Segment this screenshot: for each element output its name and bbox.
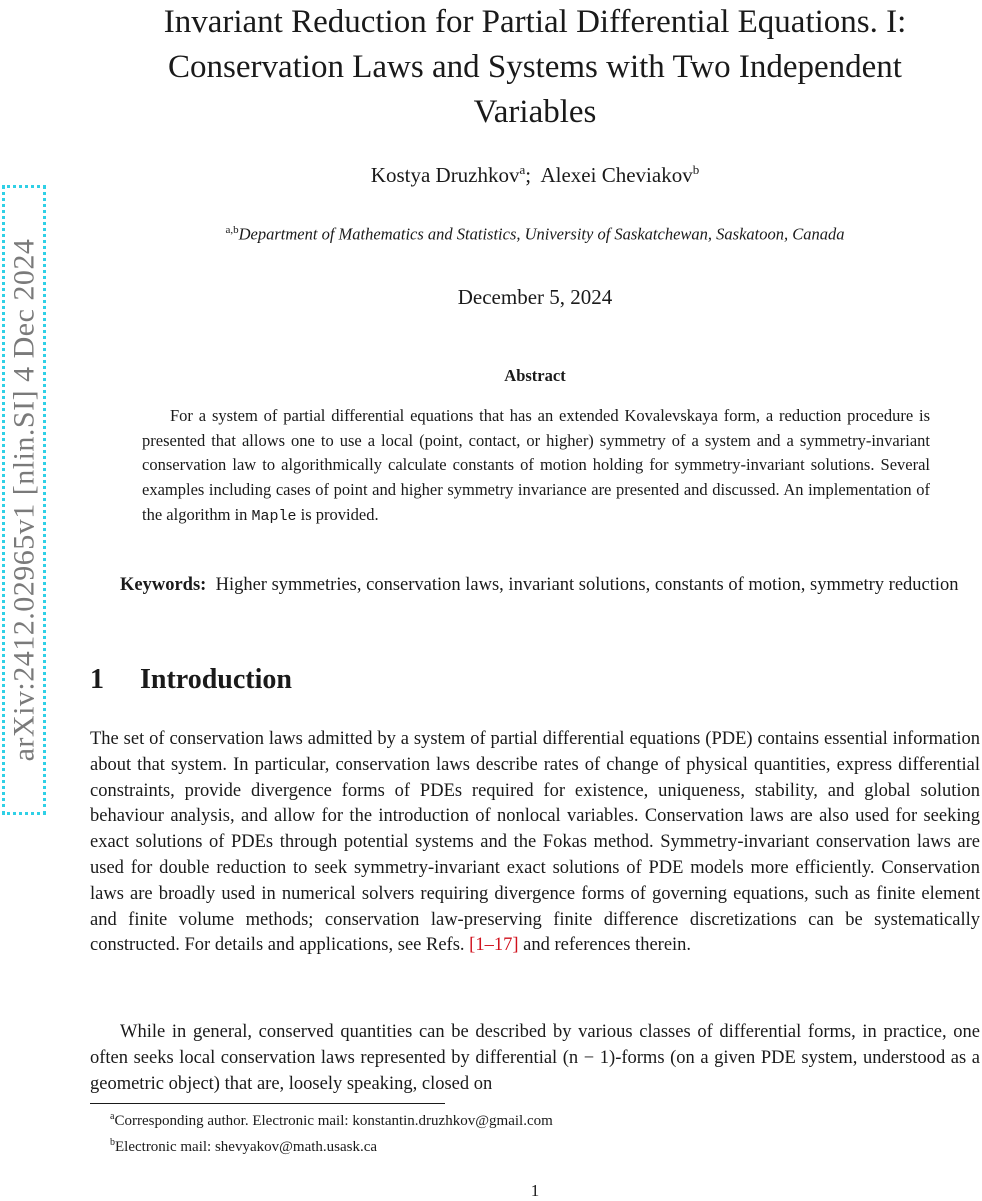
abstract-text-part: For a system of partial differential equations that has an extended Kovalevskaya form, a reduction procedure is presented that allows one to use a local (point, contact, or higher) symmetry of a system and a symmetry-invariant conservation law to algorithmically calculate constants of motion holding for symmetry-invariant solutions. Several examples including cases of point and higher symmetry invariance are presented and discussed. An implementation of the algorithm in xyxy=(142,406,930,524)
paragraph-text: The set of conservation laws admitted by a system of partial differential equations (PDE) contains essential information about that system. In particular, conservation laws describe rates of change of physical quantities, express differential constraints, provide divergence forms of PDEs required for existence, uniqueness, stability, and global solution behaviour analysis, and allow for the introduction of nonlocal variables. Conservation laws are also used for seeking exact solutions of PDEs through potential systems and the Fokas method. Symmetry-invariant conservation laws are used for double reduction to seek symmetry-invariant exact solutions of PDE models more efficiently. Conservation laws are broadly used in numerical solvers requiring divergence forms of governing equations, such as finite element and finite volume methods; conservation law-preserving finite difference discretizations can be systematically constructed. For details and applications, see Refs. xyxy=(90,729,980,956)
affiliation-text: Department of Mathematics and Statistics, University of Saskatchewan, Saskatoon, Canada xyxy=(238,224,845,244)
abstract-text xyxy=(142,404,930,530)
keywords-text: Higher symmetries, conservation laws, invariant solutions, constants of motion, symmetry reduction xyxy=(215,575,959,595)
author-name: Kostya Druzhkov xyxy=(370,163,520,187)
code-term: Maple xyxy=(251,507,297,525)
section-heading xyxy=(90,664,980,696)
abstract-text-part: is provided. xyxy=(296,504,379,524)
footnote-text: Electronic mail: shevyakov@math.usask.ca xyxy=(115,1139,378,1155)
keywords xyxy=(90,573,980,599)
arxiv-watermark xyxy=(2,185,46,815)
section-title: Introduction xyxy=(140,664,292,695)
citation-bracket: ] xyxy=(512,935,519,956)
paragraph-text: While in general, conserved quantities can be described by various classes of differential forms, in practice, one often seeks local conservation laws represented by differential (n − 1)-forms (on a given PDE system, understood as a geometric object) that are, loosely speaking, closed on xyxy=(90,1022,980,1094)
footnote-mark: b xyxy=(110,1137,115,1148)
citation-bracket: [ xyxy=(469,935,476,956)
arxiv-id: arXiv:2412.02965v1 [nlin.SI] 4 Dec 2024 xyxy=(7,238,41,762)
title-line: Invariant Reduction for Partial Differential Equations. I: xyxy=(163,4,907,40)
paragraph-text: and references therein. xyxy=(518,935,692,956)
footnote-text: Corresponding author. Electronic mail: konstantin.druzhkov@gmail.com xyxy=(114,1113,553,1129)
publication-date: December 5, 2024 xyxy=(457,285,613,309)
title-line: Variables xyxy=(473,94,597,130)
body-paragraph xyxy=(90,727,980,959)
footnote xyxy=(90,1132,980,1158)
affiliation-marks: a,b xyxy=(225,224,239,236)
affiliation xyxy=(90,224,980,245)
author-separator: ; xyxy=(525,163,532,187)
author-mark: b xyxy=(692,162,700,177)
keywords-label: Keywords: xyxy=(120,575,207,595)
footnote xyxy=(90,1106,980,1132)
footnote-mark: a xyxy=(110,1111,115,1122)
author-mark: a xyxy=(519,162,526,177)
author-list xyxy=(90,162,980,188)
title-line: Conservation Laws and Systems with Two Independent xyxy=(168,49,902,85)
section-number: 1 xyxy=(90,664,104,695)
citation-link[interactable]: 1–17 xyxy=(475,935,513,956)
footnotes xyxy=(90,1106,980,1158)
body-paragraph xyxy=(90,1020,980,1097)
abstract-heading: Abstract xyxy=(504,366,566,385)
author-name: Alexei Cheviakov xyxy=(540,163,693,187)
page-number: 1 xyxy=(530,1181,540,1200)
paper-title xyxy=(90,0,980,135)
footnote-divider xyxy=(90,1103,445,1104)
